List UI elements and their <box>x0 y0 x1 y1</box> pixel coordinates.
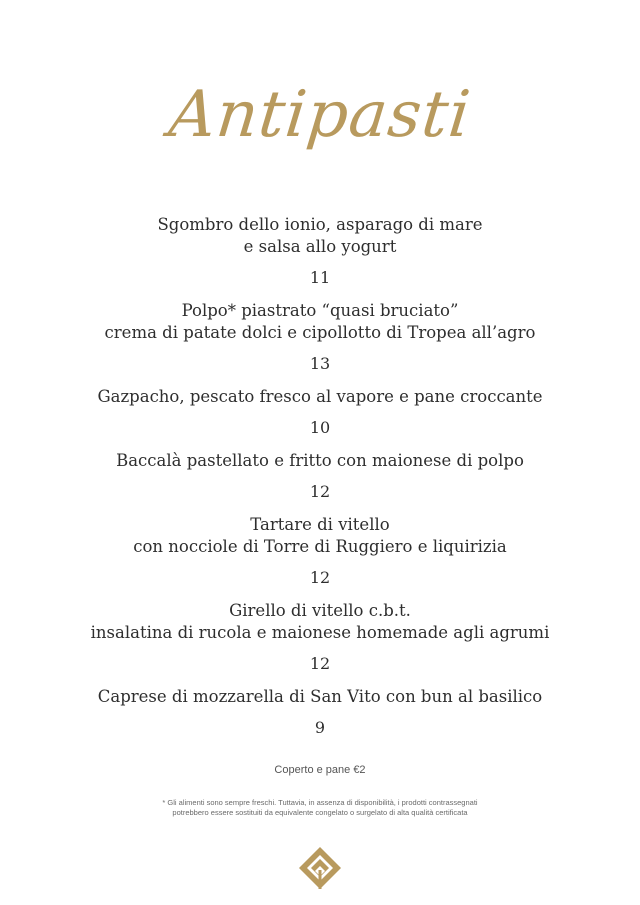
page-title: Antipasti <box>165 78 475 152</box>
dish-price: 12 <box>309 568 331 587</box>
cover-charge: Coperto e pane €2 <box>274 764 366 776</box>
dish-name-line1: Sgombro dello ionio, asparago di mare <box>157 215 483 234</box>
menu-item <box>0 386 640 439</box>
menu-item <box>0 514 640 589</box>
dish-name-line1: Caprese di mozzarella di San Vito con bun al basilico <box>97 687 543 706</box>
menu-item <box>0 214 640 289</box>
footnote <box>130 798 510 818</box>
footnote-line2: potrebbero essere sostituiti da equivalente congelato o surgelato di alta qualità certificata <box>172 808 468 817</box>
dish-price: 9 <box>314 718 326 737</box>
dish-name-line2: e salsa allo yogurt <box>243 237 397 256</box>
footnote-line1: * Gli alimenti sono sempre freschi. Tuttavia, in assenza di disponibilità, i prodotti contrassegnati <box>162 798 478 807</box>
diamond-logo-icon <box>298 846 342 890</box>
dish-name-line2: insalatina di rucola e maionese homemade agli agrumi <box>90 623 550 642</box>
dish-name-line1: Girello di vitello c.b.t. <box>229 601 411 620</box>
dish-name-line2: con nocciole di Torre di Ruggiero e liquirizia <box>133 537 507 556</box>
dish-name-line1: Polpo* piastrato “quasi bruciato” <box>181 301 459 320</box>
menu-item <box>0 600 640 675</box>
menu-item <box>0 300 640 375</box>
dish-name-line1: Baccalà pastellato e fritto con maionese di polpo <box>116 451 524 470</box>
dish-price: 11 <box>309 268 331 287</box>
dish-name-line1: Tartare di vitello <box>250 515 390 534</box>
menu-item <box>0 450 640 503</box>
menu-item <box>0 686 640 739</box>
dish-name-line2: crema di patate dolci e cipollotto di Tropea all’agro <box>104 323 536 342</box>
menu-list <box>0 214 640 750</box>
dish-name-line1: Gazpacho, pescato fresco al vapore e pane croccante <box>97 387 543 406</box>
dish-price: 12 <box>309 654 331 673</box>
dish-price: 13 <box>309 354 331 373</box>
dish-price: 10 <box>309 418 331 437</box>
dish-price: 12 <box>309 482 331 501</box>
